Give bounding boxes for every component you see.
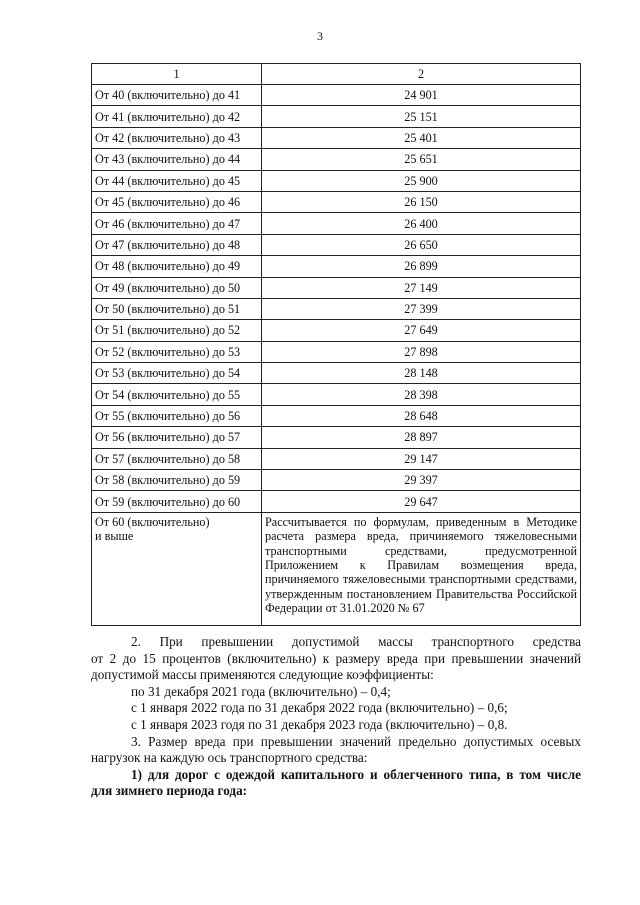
table-row — [92, 470, 581, 491]
table-row — [92, 341, 581, 362]
header-col-2: 2 — [262, 64, 581, 85]
table-row — [92, 234, 581, 255]
weight-range-cell: От 53 (включительно) до 54 — [92, 363, 262, 384]
coefficient-2023: с 1 января 2023 годя по 31 декабря 2023 года (включительно) – 0,8. — [131, 716, 508, 732]
weight-range-cell: От 57 (включительно) до 58 — [92, 448, 262, 469]
weight-range-cell: От 55 (включительно) до 56 — [92, 405, 262, 426]
damage-value-cell: 28 148 — [262, 363, 581, 384]
weight-range-cell: От 48 (включительно) до 49 — [92, 256, 262, 277]
last-row-range-line2: и выше — [95, 529, 134, 544]
weight-range-cell: От 44 (включительно) до 45 — [92, 170, 262, 191]
weight-range-cell: От 41 (включительно) до 42 — [92, 106, 262, 127]
table-row — [92, 491, 581, 512]
weight-range-cell: От 43 (включительно) до 44 — [92, 149, 262, 170]
page-number: 3 — [317, 29, 323, 43]
damage-value-cell: 26 400 — [262, 213, 581, 234]
table-row — [92, 170, 581, 191]
table-row — [92, 427, 581, 448]
weight-range-cell: От 40 (включительно) до 41 — [92, 85, 262, 106]
table-row — [92, 448, 581, 469]
weight-range-cell: От 54 (включительно) до 55 — [92, 384, 262, 405]
coefficient-2022: с 1 января 2022 года по 31 декабря 2022 года (включительно) – 0,6; — [131, 700, 508, 716]
damage-table — [91, 63, 581, 626]
table-row — [92, 213, 581, 234]
damage-value-cell: 27 399 — [262, 298, 581, 319]
weight-range-cell: От 51 (включительно) до 52 — [92, 320, 262, 341]
table-row-last — [92, 512, 581, 625]
damage-value-cell: 25 151 — [262, 106, 581, 127]
table-row — [92, 85, 581, 106]
coefficient-2021: по 31 декабря 2021 года (включительно) – 0,4; — [131, 683, 391, 699]
table-row — [92, 256, 581, 277]
damage-value-cell: 25 651 — [262, 149, 581, 170]
table-body — [92, 85, 581, 626]
table-row — [92, 149, 581, 170]
damage-value-cell: 25 401 — [262, 127, 581, 148]
weight-range-cell: От 50 (включительно) до 51 — [92, 298, 262, 319]
last-row-range — [92, 512, 262, 625]
paragraph-3-item-1-first-line: 1) для дорог с одеждой капитального и облегченного типа, в том числе — [131, 766, 581, 782]
weight-range-cell: От 42 (включительно) до 43 — [92, 127, 262, 148]
damage-value-cell: 25 900 — [262, 170, 581, 191]
table-row — [92, 363, 581, 384]
paragraph-3-rest: нагрузок на каждую ось транспортного средства: — [91, 750, 368, 766]
table-row — [92, 106, 581, 127]
paragraph-3-first-line: 3. Размер вреда при превышении значений предельно допустимых осевых — [131, 733, 581, 749]
weight-range-cell: От 45 (включительно) до 46 — [92, 191, 262, 212]
header-col-1: 1 — [92, 64, 262, 85]
damage-value-cell: 28 648 — [262, 405, 581, 426]
table-row — [92, 127, 581, 148]
damage-value-cell: 28 398 — [262, 384, 581, 405]
paragraph-2-rest: от 2 до 15 процентов (включительно) к размеру вреда при превышении значений допустимой массы применяются следующие коэффициенты: — [91, 650, 581, 683]
damage-value-cell: 27 149 — [262, 277, 581, 298]
weight-range-cell: От 47 (включительно) до 48 — [92, 234, 262, 255]
body-text — [91, 634, 581, 800]
table-row — [92, 277, 581, 298]
damage-value-cell: 29 647 — [262, 491, 581, 512]
damage-value-cell: 26 150 — [262, 191, 581, 212]
table-row — [92, 298, 581, 319]
weight-range-cell: От 58 (включительно) до 59 — [92, 470, 262, 491]
damage-value-cell: 28 897 — [262, 427, 581, 448]
table-row — [92, 320, 581, 341]
table-header-row — [92, 64, 581, 85]
damage-value-cell: 27 898 — [262, 341, 581, 362]
last-row-range-line1: От 60 (включительно) — [95, 514, 210, 529]
damage-value-cell: 24 901 — [262, 85, 581, 106]
paragraph-3-item-1-rest: для зимнего периода года: — [91, 783, 248, 799]
damage-value-cell: 26 899 — [262, 256, 581, 277]
weight-range-cell: От 49 (включительно) до 50 — [92, 277, 262, 298]
weight-range-cell: От 46 (включительно) до 47 — [92, 213, 262, 234]
weight-range-cell: От 59 (включительно) до 60 — [92, 491, 262, 512]
table-row — [92, 191, 581, 212]
weight-range-cell: От 52 (включительно) до 53 — [92, 341, 262, 362]
weight-range-cell: От 56 (включительно) до 57 — [92, 427, 262, 448]
damage-value-cell: 27 649 — [262, 320, 581, 341]
table-row — [92, 405, 581, 426]
paragraph-2-first-line: 2. При превышении допустимой массы транспортного средства — [131, 634, 581, 649]
damage-value-cell: 29 397 — [262, 470, 581, 491]
damage-value-cell: 26 650 — [262, 234, 581, 255]
damage-value-cell: 29 147 — [262, 448, 581, 469]
table-row — [92, 384, 581, 405]
last-row-value: Рассчитывается по формулам, приведенным в Методике расчета размера вреда, причиняемого тяжеловесными транспортными средствами, предусмотренной Приложением к Правилам возмещения вреда, причиняемого тяжеловесными транспортными средствами, утвержденным постановлением Правительства Российской Федерации от 31.01.2020 № 67 — [262, 512, 581, 625]
